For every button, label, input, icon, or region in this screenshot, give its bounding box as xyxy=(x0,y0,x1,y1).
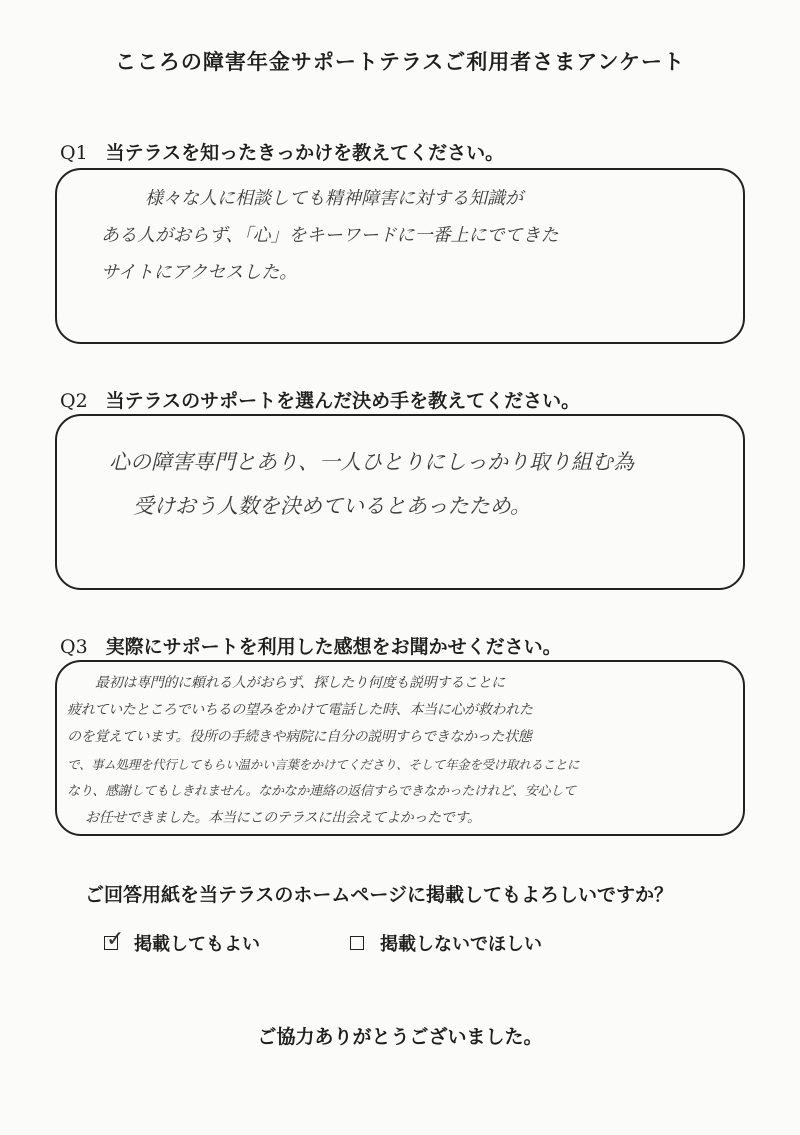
answer-3-line: お任せできました。本当にこのテラスに出会えてよかったです。 xyxy=(85,810,481,826)
option-publish-ok[interactable] xyxy=(104,927,260,956)
answer-1-text xyxy=(57,170,743,291)
answer-3-line: なり、感謝してもしきれません。なかなか連絡の返信すらできなかったけれど、安心して xyxy=(67,784,576,799)
question-1 xyxy=(60,138,504,165)
question-1-number: Q1 xyxy=(60,142,88,164)
answer-2-line: 受けおう人数を決めているとあったため。 xyxy=(133,494,531,518)
option-publish-no[interactable] xyxy=(350,930,542,956)
answer-box-1 xyxy=(55,168,745,344)
question-2 xyxy=(60,386,580,413)
checkbox-publish-ok[interactable] xyxy=(104,927,125,952)
answer-1-line: ある人がおらず、「心」をキーワードに一番上にでてきた xyxy=(101,225,559,246)
answer-3-line: で、事ム処理を代行してもらい温かい言葉をかけてくださり、そして年金を受け取れることに xyxy=(67,757,580,772)
question-1-text: 当テラスを知ったきっかけを教えてください。 xyxy=(105,142,505,164)
question-2-number: Q2 xyxy=(60,390,88,412)
page-title: こころの障害年金サポートテラスご利用者さまアンケート xyxy=(114,50,686,74)
closing-message: ご協力ありがとうございました。 xyxy=(257,1026,543,1048)
answer-1-line: サイトにアクセスした。 xyxy=(101,262,298,283)
answer-3-line: 最初は専門的に頼れる人がおらず、探したり何度も説明することに xyxy=(95,675,505,691)
permission-question: ご回答用紙を当テラスのホームページに掲載してもよろしいですか？ xyxy=(85,884,674,906)
option-publish-ok-label: 掲載してもよい xyxy=(134,934,260,955)
answer-2-line: 心の障害専門とあり、一人ひとりにしっかり取り組む為 xyxy=(109,450,634,474)
answer-3-line: 疲れていたところでいちるの望みをかけて電話した時、本当に心が救われた xyxy=(67,702,533,718)
question-2-text: 当テラスのサポートを選んだ決め手を教えてください。 xyxy=(105,390,581,412)
answer-3-text xyxy=(57,662,743,832)
answer-box-2 xyxy=(55,414,745,590)
question-3-text: 実際にサポートを利用した感想をお聞かせください。 xyxy=(105,636,562,658)
option-publish-no-label: 掲載しないでほしい xyxy=(380,934,542,955)
checkbox-publish-no[interactable] xyxy=(350,936,364,950)
answer-3-line: のを覚えています。役所の手続きや病院に自分の説明すらできなかった状態 xyxy=(67,729,532,745)
answer-box-3 xyxy=(55,660,745,836)
answer-2-text xyxy=(57,416,743,528)
question-3 xyxy=(60,632,562,659)
answer-1-line: 様々な人に相談しても精神障害に対する知識が xyxy=(145,188,523,209)
check-mark-icon: ✓ xyxy=(106,927,125,952)
question-3-number: Q3 xyxy=(60,636,88,658)
